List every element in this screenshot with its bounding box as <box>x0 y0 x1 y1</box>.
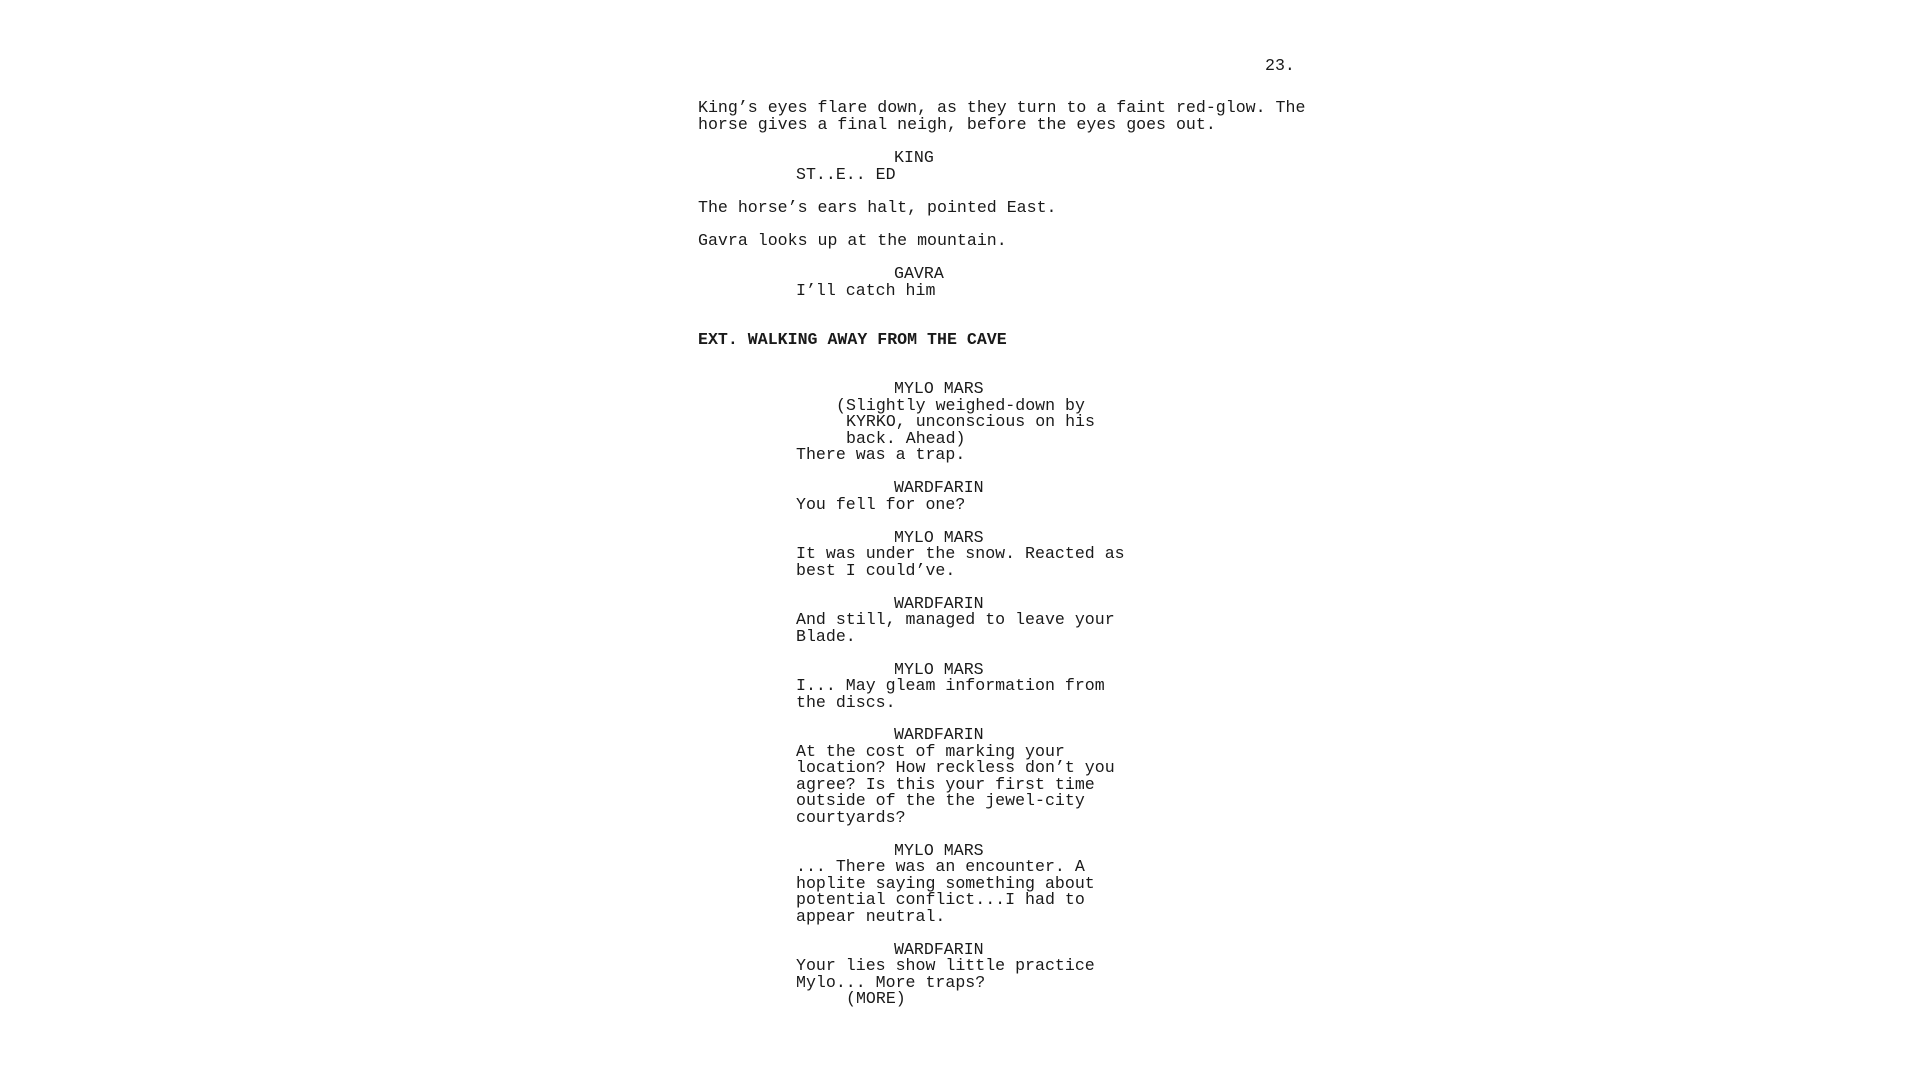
dialogue-line: I’ll catch him <box>796 281 936 300</box>
dialogue-line: There was a trap. <box>796 445 966 464</box>
dialogue-line: It was under the snow. Reacted as <box>796 544 1125 563</box>
action-line: King’s eyes flare down, as they turn to a faint red-glow. The <box>698 98 1306 117</box>
dialogue-line: the discs. <box>796 693 896 712</box>
action-line: horse gives a final neigh, before the eyes goes out. <box>698 115 1216 134</box>
parenthetical-line: KYRKO, unconscious on his <box>846 412 1095 431</box>
scene-heading: EXT. WALKING AWAY FROM THE CAVE <box>698 330 1007 349</box>
dialogue-line: courtyards? <box>796 808 906 827</box>
action-line: Gavra looks up at the mountain. <box>698 231 1007 250</box>
dialogue-line: best I could’ve. <box>796 561 956 580</box>
character-cue: WARDFARIN <box>894 940 984 959</box>
character-cue: WARDFARIN <box>894 594 984 613</box>
character-cue: WARDFARIN <box>894 478 984 497</box>
dialogue-line: At the cost of marking your <box>796 742 1065 761</box>
dialogue-line: I... May gleam information from <box>796 676 1105 695</box>
character-cue: KING <box>894 148 934 167</box>
character-cue: WARDFARIN <box>894 725 984 744</box>
dialogue-line: potential conflict...I had to <box>796 890 1085 909</box>
dialogue-line: appear neutral. <box>796 907 946 926</box>
dialogue-line: Mylo... More traps? <box>796 973 986 992</box>
action-line: The horse’s ears halt, pointed East. <box>698 198 1057 217</box>
dialogue-line: agree? Is this your first time <box>796 775 1095 794</box>
more-continuation: (MORE) <box>846 989 906 1008</box>
parenthetical-line: (Slightly weighed-down by <box>836 396 1085 415</box>
dialogue-line: ... There was an encounter. A <box>796 857 1085 876</box>
dialogue-line: Blade. <box>796 627 856 646</box>
dialogue-line: And still, managed to leave your <box>796 610 1115 629</box>
dialogue-line: outside of the the jewel-city <box>796 791 1085 810</box>
character-cue: MYLO MARS <box>894 841 984 860</box>
dialogue-line: You fell for one? <box>796 495 966 514</box>
character-cue: MYLO MARS <box>894 528 984 547</box>
character-cue: MYLO MARS <box>894 660 984 679</box>
character-cue: MYLO MARS <box>894 379 984 398</box>
dialogue-line: Your lies show little practice <box>796 956 1095 975</box>
dialogue-line: hoplite saying something about <box>796 874 1095 893</box>
character-cue: GAVRA <box>894 264 944 283</box>
dialogue-line: ST..E.. ED <box>796 165 896 184</box>
parenthetical-line: back. Ahead) <box>846 429 966 448</box>
page-number: 23. <box>1265 56 1295 75</box>
dialogue-line: location? How reckless don’t you <box>796 758 1115 777</box>
